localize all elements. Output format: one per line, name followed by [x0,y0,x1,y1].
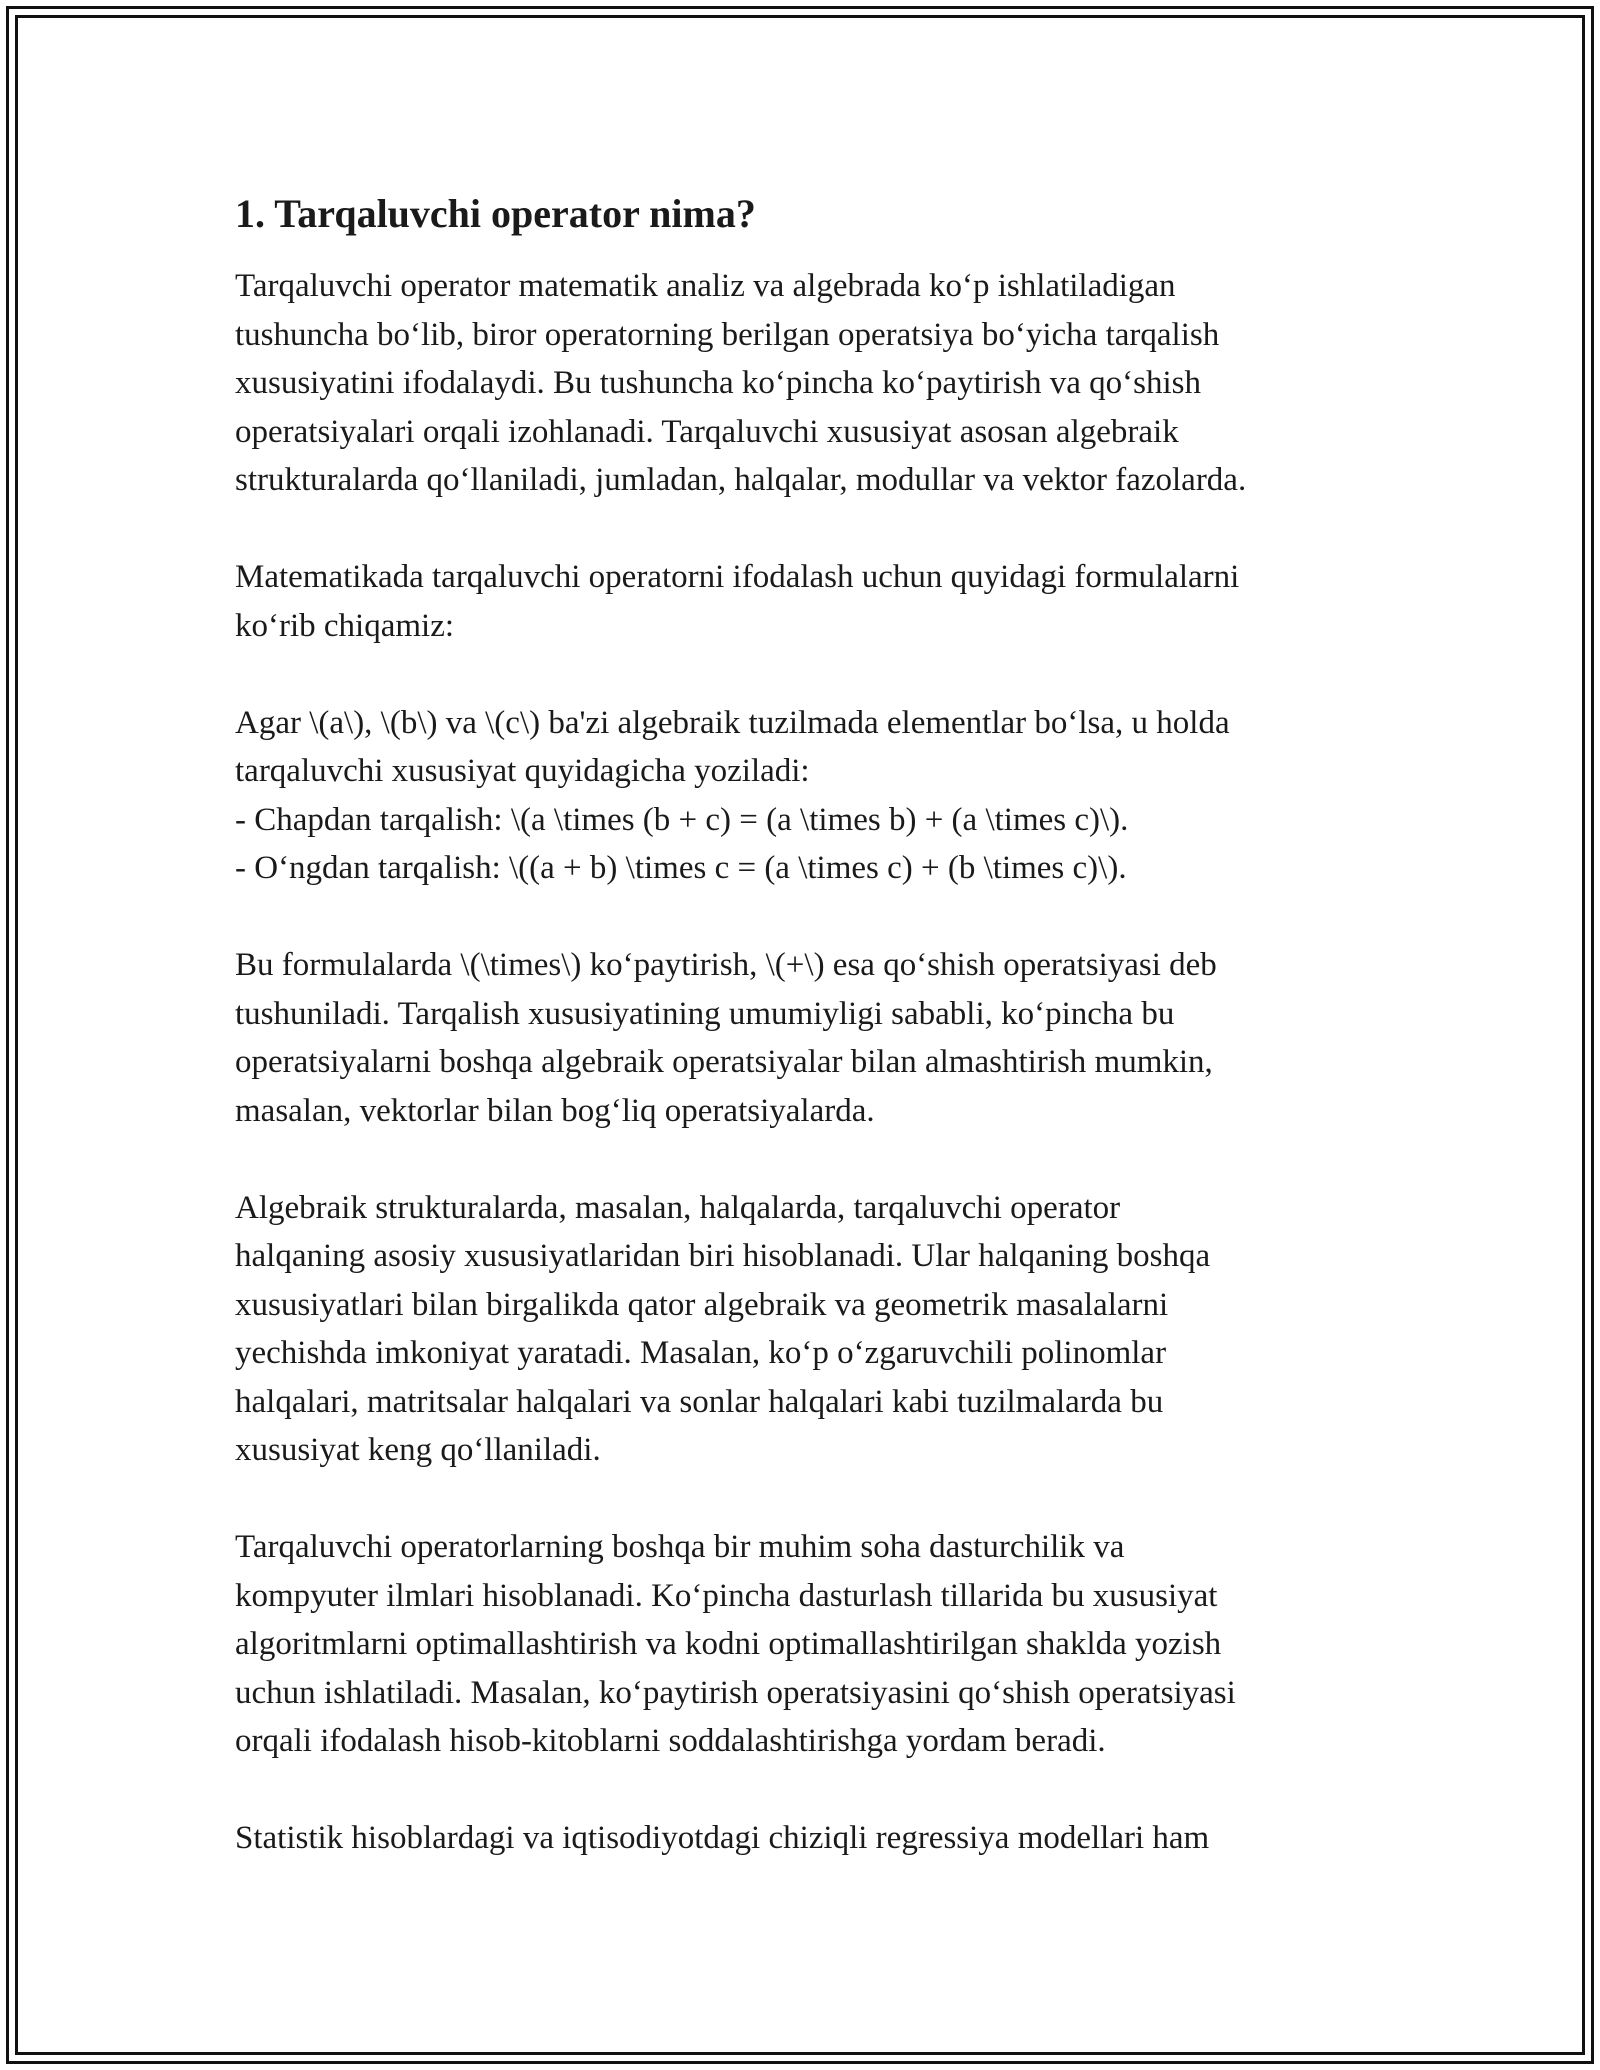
paragraph-7 [235,1814,1385,1863]
formula-line-right: - O‘ngdan tarqalish: \((a + b) \times c = (a \times c) + (b \times c)\). [235,850,1127,886]
text-line: ko‘rib chiqamiz: [235,607,455,644]
paragraph-5 [235,1184,1385,1475]
document-body [235,188,1385,1911]
paragraph-2 [235,553,1385,650]
paragraph-1 [235,262,1385,505]
text-line: xususiyatlari bilan birgalikda qator algebraik va geometrik masalalarni [235,1286,1169,1323]
text-line: uchun ishlatiladi. Masalan, ko‘paytirish operatsiyasini qo‘shish operatsiyasi [235,1674,1236,1711]
text-line: halqalari, matritsalar halqalari va sonlar halqalari kabi tuzilmalarda bu [235,1383,1164,1420]
text-line: operatsiyalari orqali izohlanadi. Tarqaluvchi xususiyat asosan algebraik [235,413,1179,450]
text-line: Agar \(a\), \(b\) va \(c\) ba'zi algebraik tuzilmada elementlar bo‘lsa, u holda [235,704,1230,741]
text-line: Algebraik strukturalarda, masalan, halqalarda, tarqaluvchi operator [235,1189,1121,1226]
text-line: algoritmlarni optimallashtirish va kodni optimallashtirilgan shaklda yozish [235,1626,1222,1662]
text-line: xususiyat keng qo‘llaniladi. [235,1432,601,1468]
paragraph-3 [235,699,1385,893]
paragraph-6 [235,1523,1385,1766]
text-line: orqali ifodalash hisob-kitoblarni soddalashtirishga yordam beradi. [235,1723,1106,1759]
text-line: kompyuter ilmlari hisoblanadi. Ko‘pincha dasturlash tillarida bu xususiyat [235,1577,1218,1614]
formula-line-left: - Chapdan tarqalish: \(a \times (b + c) = (a \times b) + (a \times c)\). [235,801,1129,838]
text-line: tushuniladi. Tarqalish xususiyatining umumiyligi sababli, ko‘pincha bu [235,995,1175,1032]
text-line: strukturalarda qo‘llaniladi, jumladan, halqalar, modullar va vektor fazolarda. [235,462,1247,498]
text-line: tarqaluvchi xususiyat quyidagicha yoziladi: [235,753,810,789]
text-line: tushuncha bo‘lib, biror operatorning berilgan operatsiya bo‘yicha tarqalish [235,316,1220,353]
text-line: Statistik hisoblardagi va iqtisodiyotdagi chiziqli regressiya modellari ham [235,1820,1210,1856]
text-line: halqaning asosiy xususiyatlaridan biri hisoblanadi. Ular halqaning boshqa [235,1238,1211,1274]
text-line: yechishda imkoniyat yaratadi. Masalan, ko‘p o‘zgaruvchili polinomlar [235,1335,1167,1371]
text-line: operatsiyalarni boshqa algebraik operatsiyalar bilan almashtirish mumkin, [235,1044,1213,1080]
text-line: Bu formulalarda \(\times\) ko‘paytirish, \(+\) esa qo‘shish operatsiyasi deb [235,947,1217,983]
text-line: Tarqaluvchi operator matematik analiz va algebrada ko‘p ishlatiladigan [235,268,1176,304]
text-line: xususiyatini ifodalaydi. Bu tushuncha ko‘pincha ko‘paytirish va qo‘shish [235,365,1202,401]
text-line: Tarqaluvchi operatorlarning boshqa bir muhim soha dasturchilik va [235,1529,1125,1565]
paragraph-4 [235,941,1385,1135]
text-line: Matematikada tarqaluvchi operatorni ifodalash uchun quyidagi formulalarni [235,559,1240,595]
section-heading: 1. Tarqaluvchi operator nima? [235,191,756,236]
text-line: masalan, vektorlar bilan bog‘liq operatsiyalarda. [235,1092,875,1129]
